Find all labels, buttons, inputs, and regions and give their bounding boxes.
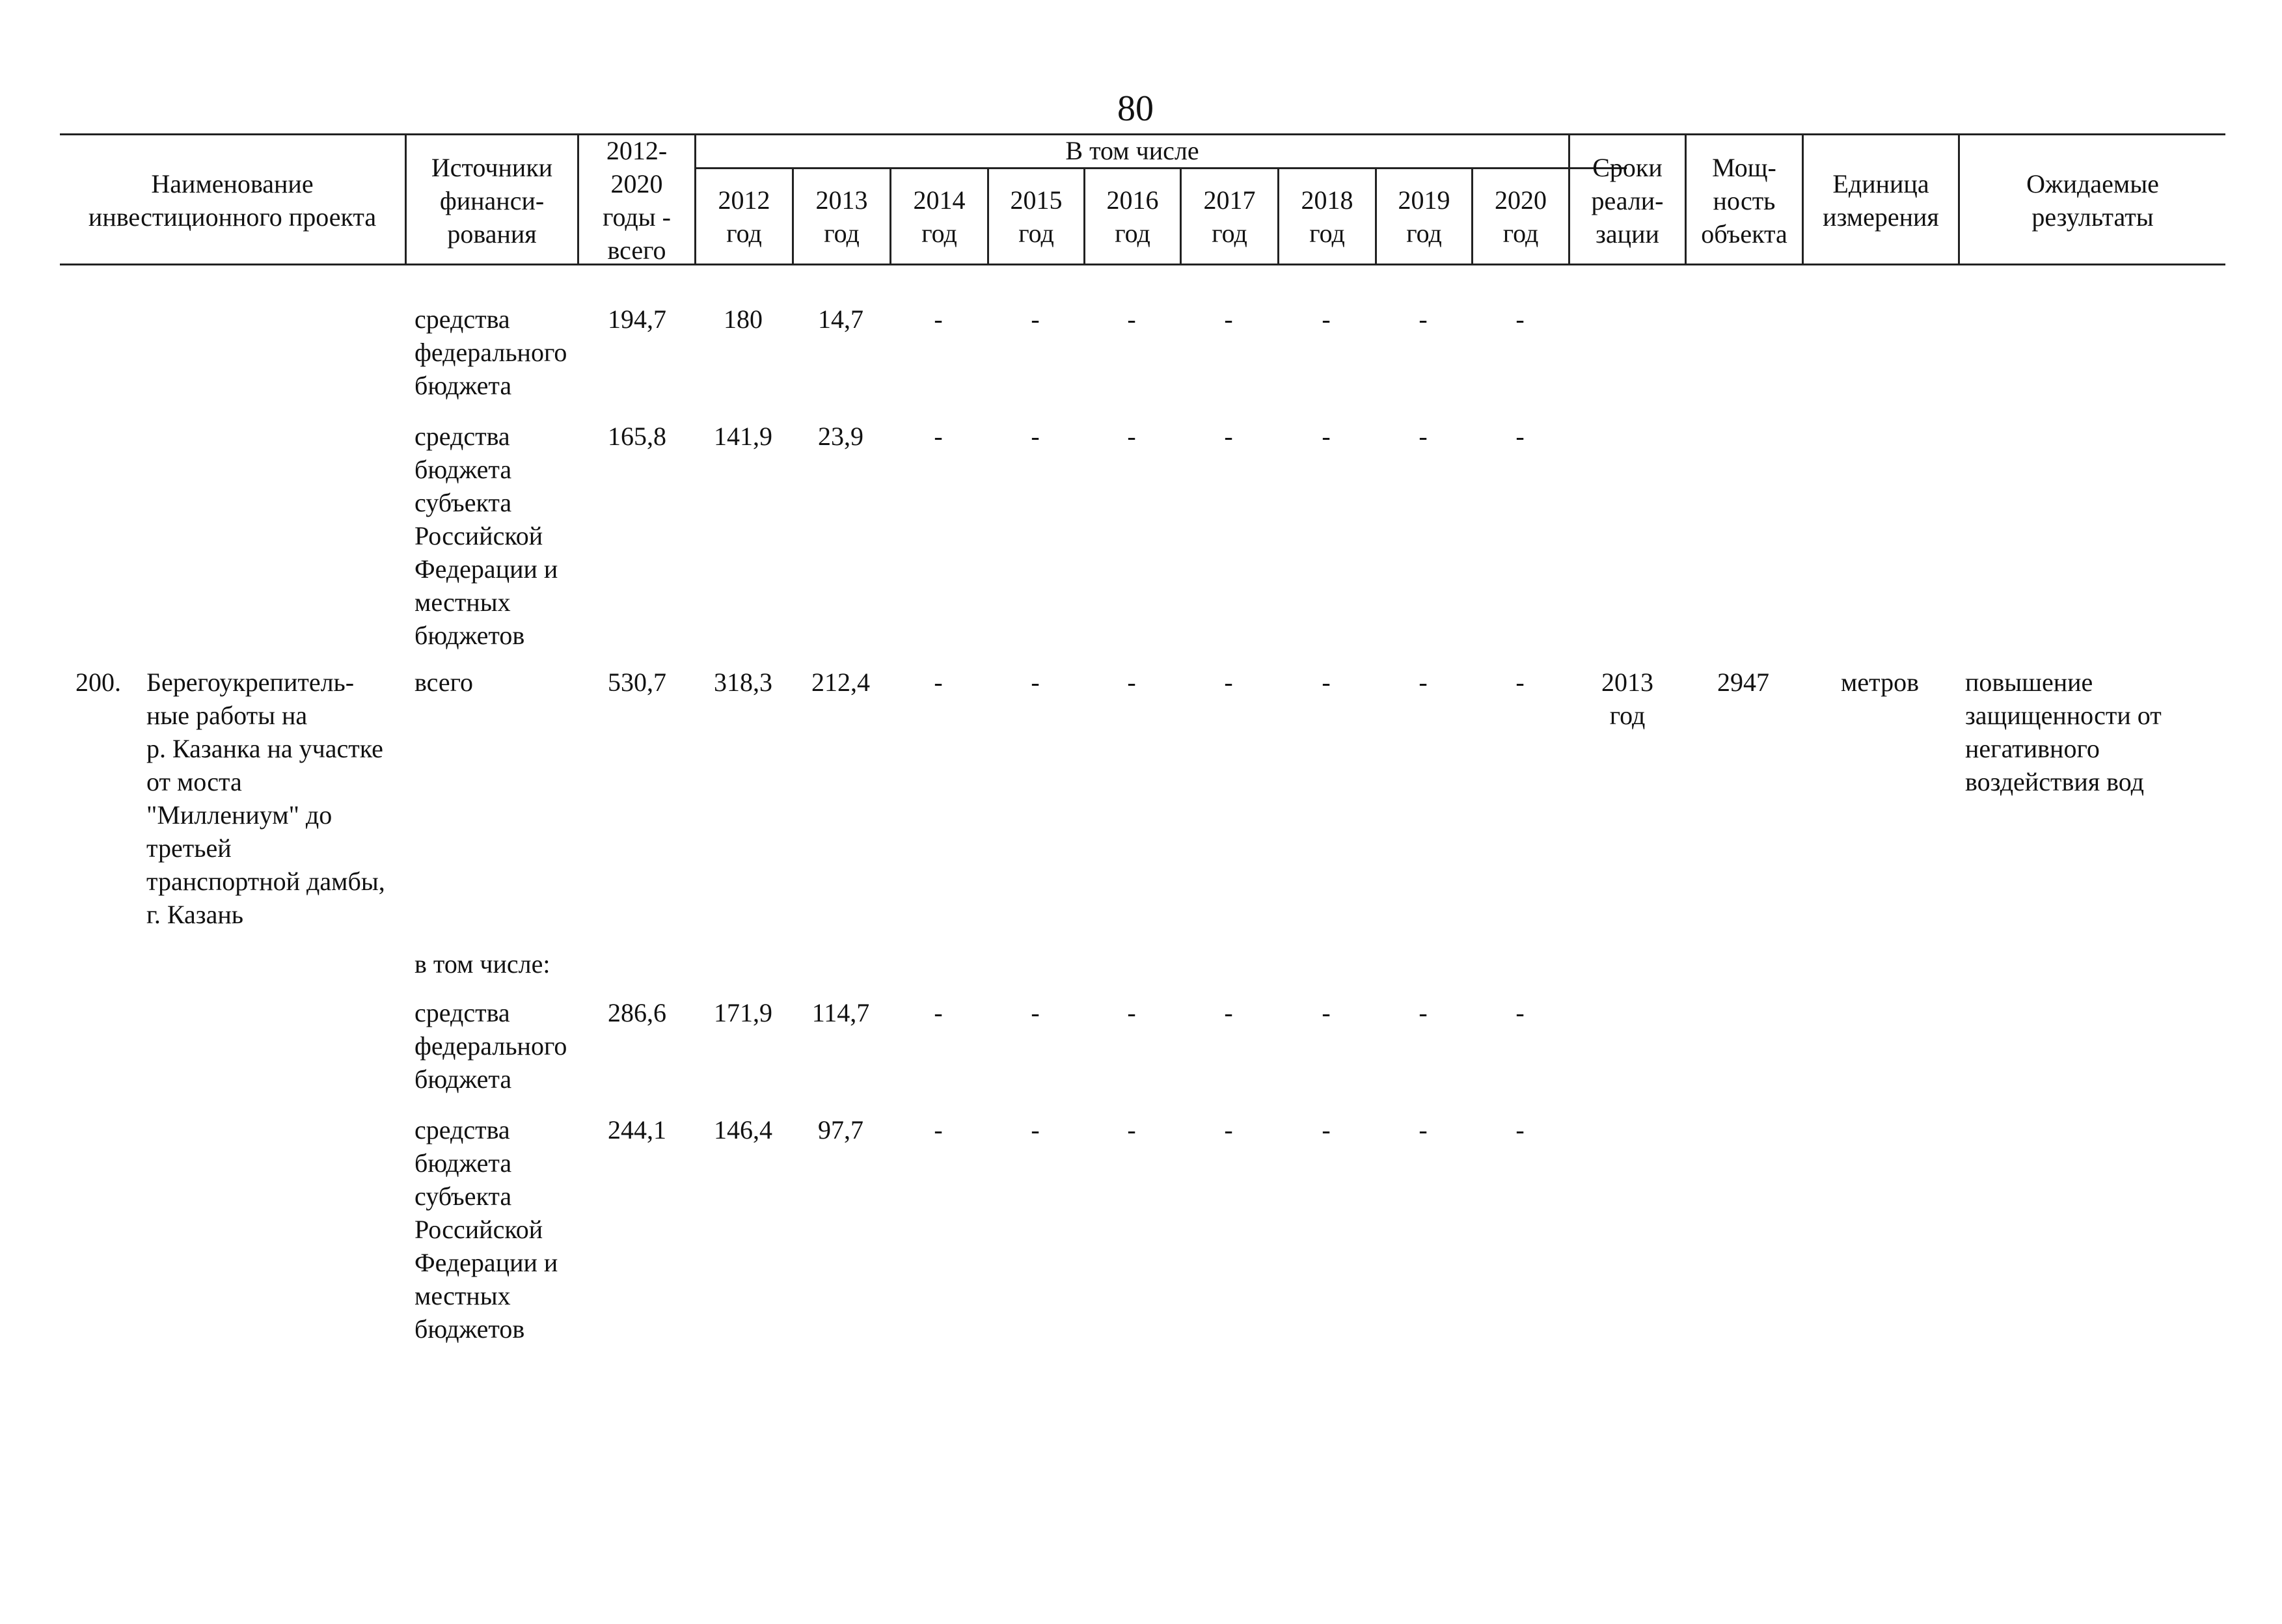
funding-source: средства бюджета субъекта Российской Федерации и местных бюджетов: [414, 422, 558, 650]
year-value: -: [1322, 422, 1331, 451]
funding-source: в том числе:: [414, 949, 550, 979]
funding-source: средства федерального бюджета: [414, 304, 567, 400]
page-number: 80: [1117, 88, 1154, 129]
year-value: 114,7: [811, 998, 870, 1027]
header-year-2018: 2018 год: [1301, 185, 1353, 248]
year-value: -: [1127, 1115, 1136, 1144]
header-funding-sources: Источники финанси- рования: [431, 153, 553, 249]
total-value: 165,8: [608, 422, 666, 451]
year-value: -: [934, 304, 943, 334]
project-number: 200.: [75, 668, 121, 697]
project-name: Берегоукрепитель- ные работы на р. Казанка на участке от моста "Миллениум" до третьей транспортной дамбы, г. Казань: [146, 668, 385, 929]
year-value: -: [934, 422, 943, 451]
year-value: -: [1224, 998, 1233, 1027]
header-total: 2012- 2020 годы - всего: [603, 136, 671, 265]
year-value: -: [1224, 304, 1233, 334]
header-project-name: Наименование инвестиционного проекта: [88, 169, 377, 232]
year-value: -: [934, 668, 943, 697]
year-value: -: [1127, 304, 1136, 334]
expected-results: повышение защищенности от негативного воздействия вод: [1965, 668, 2162, 796]
year-value: -: [1224, 422, 1233, 451]
year-value: -: [1419, 1115, 1428, 1144]
header-year-2016: 2016 год: [1106, 185, 1159, 248]
year-value: 146,4: [714, 1115, 772, 1144]
year-value: 23,9: [818, 422, 863, 451]
year-value: 318,3: [714, 668, 772, 697]
year-value: -: [1031, 304, 1040, 334]
year-value: -: [1224, 668, 1233, 697]
year-value: 141,9: [714, 422, 772, 451]
year-value: 180: [724, 304, 763, 334]
header-year-2012: 2012 год: [718, 185, 770, 248]
investment-table: [60, 133, 2225, 1565]
header-capacity: Мощ- ность объекта: [1701, 153, 1787, 249]
year-value: 14,7: [818, 304, 863, 334]
header-year-2014: 2014 год: [913, 185, 966, 248]
header-bottom-rule: [60, 264, 2225, 265]
header-year-2019: 2019 год: [1398, 185, 1450, 248]
total-value: 530,7: [608, 668, 666, 697]
unit-of-measure: метров: [1841, 668, 1919, 697]
funding-source: средства федерального бюджета: [414, 998, 567, 1094]
year-value: -: [934, 1115, 943, 1144]
header-year-2015: 2015 год: [1010, 185, 1063, 248]
funding-source: всего: [414, 668, 474, 697]
year-value: 171,9: [714, 998, 772, 1027]
year-value: -: [1224, 1115, 1233, 1144]
header-expected-results: Ожидаемые результаты: [2026, 169, 2159, 232]
header-year-2013: 2013 год: [815, 185, 868, 248]
year-value: -: [934, 998, 943, 1027]
funding-source: средства бюджета субъекта Российской Федерации и местных бюджетов: [414, 1115, 558, 1344]
year-value: -: [1419, 998, 1428, 1027]
header-unit: Единица измерения: [1823, 169, 1939, 232]
header-year-2017: 2017 год: [1203, 185, 1256, 248]
year-value: -: [1322, 668, 1331, 697]
total-value: 244,1: [608, 1115, 666, 1144]
year-value: -: [1322, 998, 1331, 1027]
year-value: -: [1515, 422, 1525, 451]
header-including: В том числе: [1065, 136, 1199, 165]
year-value: -: [1031, 998, 1040, 1027]
year-value: -: [1322, 1115, 1331, 1144]
year-value: -: [1515, 1115, 1525, 1144]
year-value: -: [1515, 304, 1525, 334]
year-value: -: [1127, 668, 1136, 697]
total-value: 194,7: [608, 304, 666, 334]
year-value: 97,7: [818, 1115, 863, 1144]
total-value: 286,6: [608, 998, 666, 1027]
year-value: -: [1515, 668, 1525, 697]
year-value: -: [1031, 668, 1040, 697]
year-value: -: [1031, 422, 1040, 451]
year-value: -: [1515, 998, 1525, 1027]
header-terms: Сроки реали- зации: [1591, 153, 1664, 249]
object-capacity: 2947: [1717, 668, 1769, 697]
year-value: -: [1419, 304, 1428, 334]
header-year-2020: 2020 год: [1495, 185, 1547, 248]
year-value: -: [1127, 998, 1136, 1027]
year-value: -: [1419, 422, 1428, 451]
year-value: -: [1127, 422, 1136, 451]
including-rule: [694, 167, 1627, 169]
year-value: 212,4: [811, 668, 870, 697]
year-value: -: [1031, 1115, 1040, 1144]
implementation-term: 2013 год: [1601, 668, 1653, 730]
year-value: -: [1322, 304, 1331, 334]
year-value: -: [1419, 668, 1428, 697]
